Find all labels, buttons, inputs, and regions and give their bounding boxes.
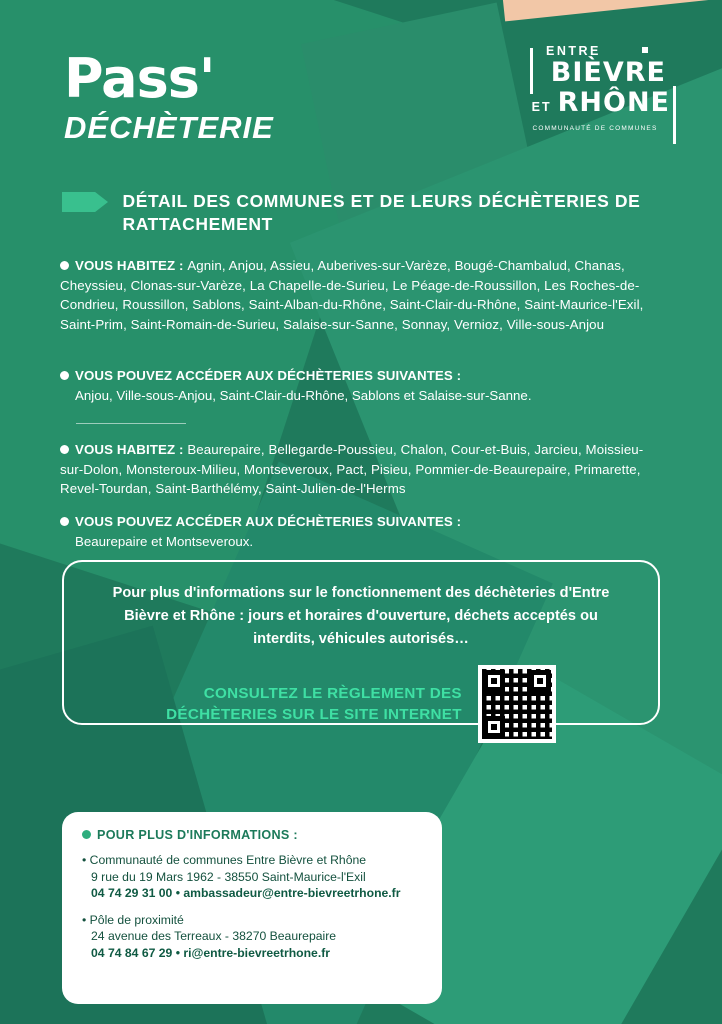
commune-block-3 [60, 440, 660, 499]
cta-row[interactable] [64, 665, 658, 743]
qr-pattern [482, 669, 552, 739]
contact-card-title: POUR PLUS D'INFORMATIONS : [97, 828, 298, 842]
info-box-paragraph: Pour plus d'informations sur le fonctionnement des déchèteries d'Entre Bièvre et Rhône : jours et horaires d'ouverture, déchets acceptés ou interdits, véhicules autorisés… [112, 585, 610, 647]
block-1-text: Agnin, Anjou, Assieu, Auberives-sur-Varèze, Bougé-Chambalud, Chanas, Cheyssieu, Clonas-sur-Varèze, La Chapelle-de-Surieu, Le Péage-de-Roussillon, Les Roches-de-Condrieu, Roussillon, Sablons, Saint-Alban-du-Rhône, Saint-Clair-du-Rhône, Saint-Maurice-l'Exil, Saint-Prim, Saint-Romain-de-Surieu, Salaise-sur-Sanne, Sonnay, Vernioz, Ville-sous-Anjou [60, 258, 644, 332]
block-4-lead: VOUS POUVEZ ACCÉDER AUX DÉCHÈTERIES SUIVANTES : [75, 514, 462, 529]
cta-line-1: CONSULTEZ LE RÈGLEMENT DES [203, 685, 462, 702]
info-box [62, 560, 660, 725]
contact-item [82, 852, 422, 902]
logo-pass-text: Pass' [64, 47, 215, 110]
block-1-lead-row [60, 256, 660, 334]
contact-item-1-address: 24 avenue des Terreaux - 38270 Beaurepaire [91, 929, 337, 943]
logo-bar-left-icon [530, 48, 533, 94]
block-3-lead: VOUS HABITEZ : [75, 442, 184, 457]
entre-bievre-rhone-logo [520, 44, 670, 164]
bullet-icon [60, 517, 69, 526]
block-2-lead-row [60, 366, 660, 386]
qr-eye-bottom-left [483, 716, 505, 738]
section-title-block [62, 190, 662, 236]
bullet-icon [82, 830, 91, 839]
commune-block-4 [60, 512, 660, 551]
bullet-icon [60, 261, 69, 270]
section-divider [76, 423, 186, 424]
commune-block-2 [60, 366, 660, 405]
logo-bar-right-icon [673, 86, 676, 144]
contact-item [82, 912, 422, 962]
contact-item-1-name: • Pôle de proximité [82, 912, 184, 927]
poster-header [0, 0, 722, 176]
contact-item-1-contact[interactable]: 04 74 84 67 29 • ri@entre-bievreetrhone.fr [91, 945, 331, 960]
qr-eye-top-left [483, 670, 505, 692]
brand-et: ET [531, 100, 552, 114]
block-4-text: Beaurepaire et Montseveroux. [75, 533, 254, 549]
logo-square-dot-icon [642, 47, 648, 53]
commune-block-1 [60, 256, 660, 334]
block-2-text: Anjou, Ville-sous-Anjou, Saint-Clair-du-Rhône, Sablons et Salaise-sur-Sanne. [75, 387, 532, 403]
contact-item-0-name: • Communauté de communes Entre Bièvre et Rhône [82, 853, 367, 867]
arrow-tag-icon [62, 192, 108, 212]
block-3-lead-row [60, 440, 660, 499]
qr-code-icon[interactable] [478, 665, 556, 743]
bullet-icon [60, 445, 69, 454]
logo-decheterie-text: DÉCHÈTERIE [64, 110, 274, 145]
bullet-icon [60, 371, 69, 380]
page-title: DÉTAIL DES COMMUNES ET DE LEURS DÉCHÈTERIES DE RATTACHEMENT [122, 191, 641, 234]
cta-line-2: DÉCHÈTERIES SUR LE SITE INTERNET [166, 706, 462, 723]
block-3-text: Beaurepaire, Bellegarde-Poussieu, Chalon, Cour-et-Buis, Jarcieu, Moissieu-sur-Dolon, Monsteroux-Milieu, Montseveroux, Pact, Pisieu, Pommier-de-Beaurepaire, Primarette, Revel-Tourdan, Saint-Barthélémy, Saint-Julien-de-l'Herms [60, 442, 644, 496]
pass-decheterie-logo [64, 47, 274, 146]
block-1-lead: VOUS HABITEZ : [75, 258, 184, 273]
block-2-lead: VOUS POUVEZ ACCÉDER AUX DÉCHÈTERIES SUIVANTES : [75, 368, 462, 383]
brand-rhone: RHÔNE [557, 87, 670, 118]
brand-entre: ENTRE [546, 44, 601, 58]
contact-item-0-contact[interactable]: 04 74 29 31 00 • ambassadeur@entre-bievreetrhone.fr [91, 886, 401, 900]
contact-card-title-row [82, 828, 422, 842]
contact-card [62, 812, 442, 1004]
brand-et-rhone-row [520, 88, 670, 118]
qr-eye-top-right [529, 670, 551, 692]
block-4-lead-row [60, 512, 660, 532]
contact-item-0-address: 9 rue du 19 Mars 1962 - 38550 Saint-Maurice-l'Exil [91, 869, 366, 884]
brand-bievre: BIÈVRE [550, 57, 666, 88]
brand-subtitle: COMMUNAUTÉ DE COMMUNES [532, 125, 658, 132]
cta-text[interactable] [166, 683, 462, 725]
